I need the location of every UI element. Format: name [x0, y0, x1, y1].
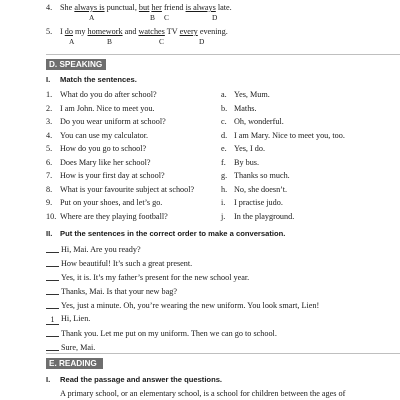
- item-4-sentence: [60, 3, 232, 12]
- answer-letter: j.: [221, 211, 226, 221]
- task-label: I.: [46, 75, 51, 84]
- question-number: 9.: [46, 198, 53, 207]
- item-5-number: 5.: [46, 27, 53, 36]
- item-4-part: punctual,: [104, 3, 139, 12]
- answer-letter: g.: [221, 171, 228, 180]
- question-text: Where are they playing football?: [60, 211, 168, 221]
- answer-text: I practise judo.: [234, 198, 283, 207]
- question-number: 1.: [46, 90, 53, 99]
- item-5-part: I: [60, 27, 65, 36]
- question-text: You can use my calculator.: [60, 130, 149, 140]
- item-5-part: TV: [164, 27, 180, 36]
- conversation-line: [46, 272, 249, 282]
- answer-text: In the playground.: [234, 211, 295, 221]
- question-number: 5.: [46, 144, 53, 153]
- conversation-line: [46, 342, 95, 352]
- conversation-text: Thanks, Mai. Is that your new bag?: [61, 287, 177, 296]
- order-blank[interactable]: [46, 244, 59, 253]
- question-text: Does Mary like her school?: [60, 157, 151, 167]
- item-4-part: She: [60, 3, 75, 12]
- answer-text: I am Mary. Nice to meet you, too.: [234, 130, 345, 140]
- question-number: 2.: [46, 103, 53, 113]
- answer-letter: h.: [221, 184, 228, 194]
- question-number: 3.: [46, 117, 53, 126]
- answer-letter: a.: [221, 90, 227, 99]
- conversation-text: Hi, Mai. Are you ready?: [61, 245, 141, 254]
- conversation-text: Yes, just a minute. Oh, you’re wearing the new uniform. You look smart, Lien!: [61, 301, 320, 310]
- item-4-part-underlined: is always: [185, 3, 216, 12]
- option-letter: B: [107, 37, 112, 46]
- item-4-number: 4.: [46, 3, 53, 12]
- order-blank[interactable]: [46, 342, 59, 351]
- answer-text: Yes, I do.: [234, 144, 266, 153]
- answer-text: Oh, wonderful.: [234, 117, 284, 126]
- item-5-part-underlined: do: [64, 27, 73, 36]
- answer-letter: c.: [221, 117, 227, 126]
- question-text: Put on your shoes, and let’s go.: [60, 198, 163, 207]
- question-text: What is your favourite subject at school?: [60, 184, 195, 194]
- item-5-part: evening.: [197, 27, 228, 36]
- question-number: 4.: [46, 130, 53, 140]
- conversation-line: [46, 328, 277, 338]
- conversation-line: [46, 244, 141, 254]
- task-instruction: Match the sentences.: [60, 75, 137, 84]
- item-4-part: friend: [161, 3, 186, 12]
- answer-text: By bus.: [234, 157, 260, 167]
- option-letter: C: [164, 13, 169, 22]
- question-text: Do you wear uniform at school?: [60, 117, 166, 126]
- item-4-part-underlined: her: [151, 3, 162, 12]
- order-blank[interactable]: [46, 258, 59, 267]
- conversation-text: Thank you. Let me put on my uniform. Then we can go to school.: [61, 329, 277, 338]
- question-number: 8.: [46, 184, 53, 194]
- section-rule: [46, 54, 400, 55]
- conversation-text: How beautiful! It’s such a great present.: [61, 259, 193, 268]
- task-label: I.: [46, 375, 51, 384]
- option-letter: A: [89, 13, 95, 22]
- question-text: What do you do after school?: [60, 90, 157, 99]
- item-4-part-underlined: always is: [74, 3, 105, 12]
- task-instruction: Put the sentences in the correct order to make a conversation.: [60, 229, 286, 238]
- conversation-text: Hi, Lien.: [61, 314, 91, 323]
- section-header-speaking: D. SPEAKING: [46, 59, 106, 70]
- option-letter: D: [199, 37, 205, 46]
- conversation-text: Yes, it is. It’s my father’s present for the new school year.: [61, 273, 250, 282]
- section-header-reading: E. READING: [46, 358, 103, 369]
- item-5-part: and: [122, 27, 139, 36]
- order-blank[interactable]: [46, 328, 59, 337]
- section-rule: [46, 353, 400, 354]
- conversation-line: [46, 314, 90, 325]
- question-text: How do you go to school?: [60, 144, 147, 153]
- question-text: I am John. Nice to meet you.: [60, 103, 155, 113]
- task-label: II.: [46, 229, 53, 238]
- item-5-part-underlined: homework: [87, 27, 123, 36]
- reading-passage: A primary school, or an elementary school, is a school for children between the ages of: [60, 389, 346, 398]
- answer-text: Thanks so much.: [234, 171, 290, 180]
- option-letter: B: [150, 13, 155, 22]
- order-blank[interactable]: [46, 300, 59, 309]
- order-blank[interactable]: 1: [46, 316, 59, 325]
- answer-text: Maths.: [234, 103, 257, 113]
- item-5-part-underlined: every: [179, 27, 198, 36]
- conversation-text: Sure, Mai.: [61, 343, 96, 352]
- conversation-line: [46, 300, 319, 310]
- order-blank[interactable]: [46, 286, 59, 295]
- task-instruction: Read the passage and answer the questions.: [60, 375, 223, 384]
- item-4-part: late.: [215, 3, 232, 12]
- conversation-line: [46, 286, 177, 296]
- item-5-sentence: [60, 27, 228, 36]
- item-5-part-underlined: watches: [138, 27, 165, 36]
- conversation-line: [46, 258, 192, 268]
- answer-letter: b.: [221, 103, 228, 113]
- question-number: 6.: [46, 157, 53, 167]
- item-5-part: my: [72, 27, 88, 36]
- answer-letter: f.: [221, 157, 226, 167]
- answer-text: Yes, Mum.: [234, 90, 270, 99]
- question-number: 7.: [46, 171, 53, 180]
- question-text: How is your first day at school?: [60, 171, 165, 180]
- answer-text: No, she doesn’t.: [234, 184, 288, 194]
- answer-letter: d.: [221, 130, 228, 140]
- question-number: 10.: [46, 211, 57, 221]
- answer-letter: e.: [221, 144, 227, 153]
- order-blank[interactable]: [46, 272, 59, 281]
- option-letter: D: [212, 13, 218, 22]
- answer-letter: i.: [221, 198, 226, 207]
- option-letter: C: [159, 37, 164, 46]
- option-letter: A: [69, 37, 75, 46]
- item-4-part-underlined: but: [138, 3, 150, 12]
